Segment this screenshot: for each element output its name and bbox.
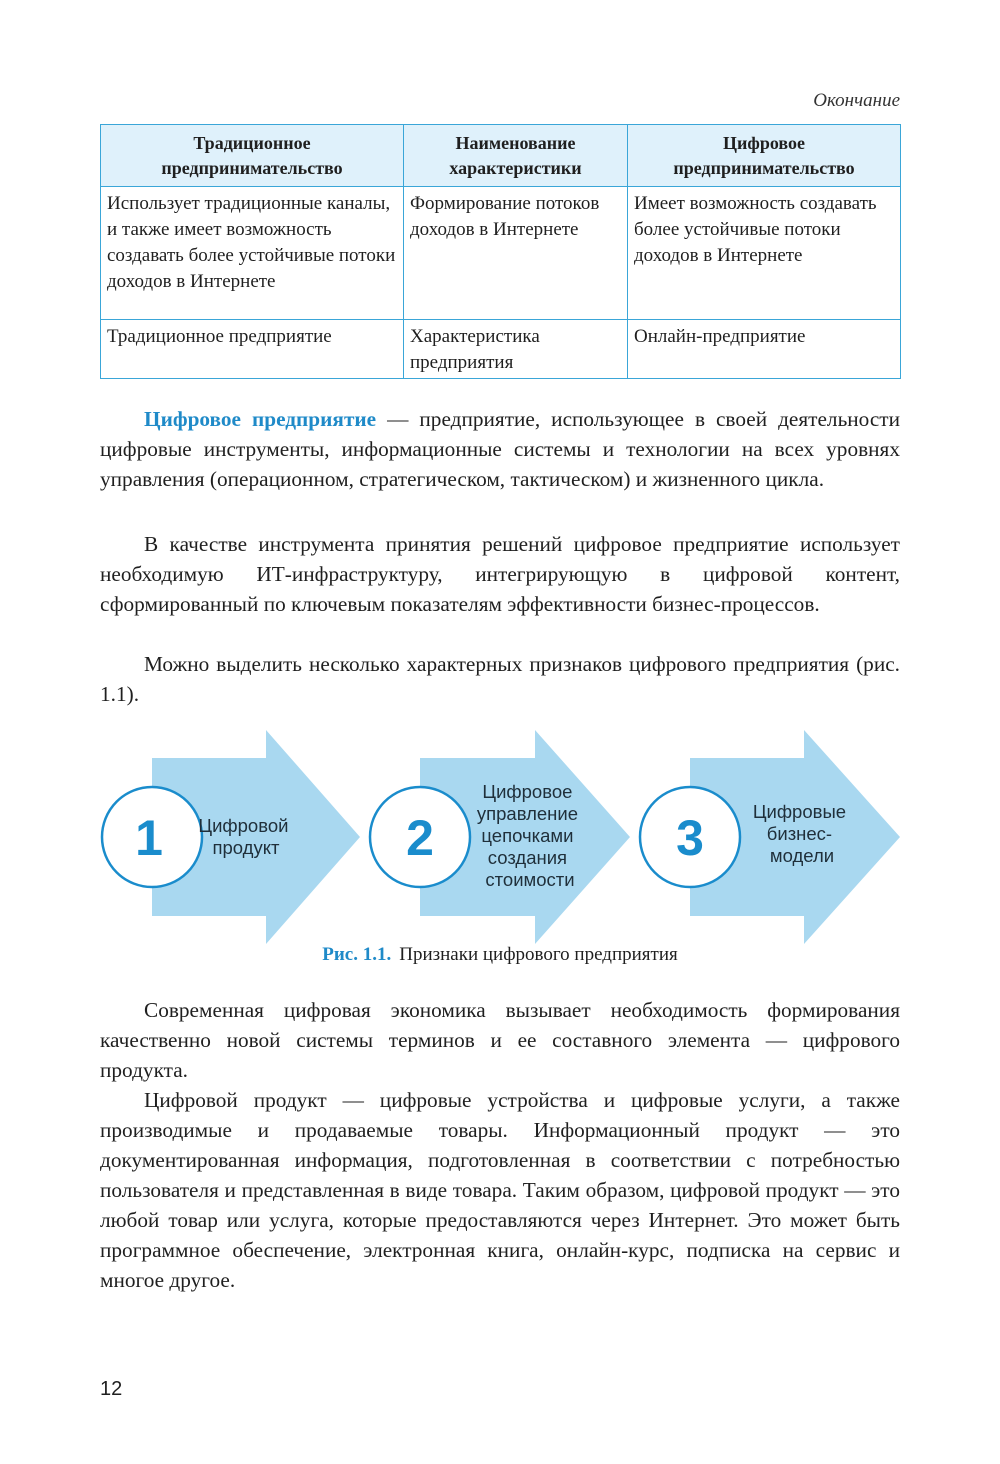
table-cell: Формирование потоков доходов в Интернете — [404, 187, 628, 320]
step-number: 1 — [135, 810, 163, 866]
step-number: 3 — [676, 810, 704, 866]
step-number: 2 — [406, 810, 434, 866]
paragraph-digital-economy: Современная цифровая экономика вызывает необходимость формирования качественно новой системы терминов и ее составного элемента — цифрового продукта. — [100, 998, 900, 1082]
step-label: Цифровое управление цепочками создания стоимости — [476, 781, 579, 890]
figure-step-1 — [102, 730, 360, 944]
table-header-row — [101, 125, 901, 187]
table-cell: Использует традиционные каналы, и также имеет возможность создавать более устойчивые потоки доходов в Интернете — [101, 187, 404, 320]
comparison-table — [100, 124, 901, 379]
step-label: Цифровой продукт — [198, 815, 289, 858]
figure-digital-enterprise-features — [90, 722, 910, 952]
table-cell: Характеристика предприятия — [404, 320, 628, 379]
figure-step-2 — [370, 730, 630, 944]
paragraph-digital-enterprise — [100, 404, 900, 494]
paragraph-features-intro: Можно выделить несколько характерных признаков цифрового предприятия (рис. 1.1). — [100, 652, 900, 706]
step-label: Цифровые бизнес- модели — [752, 801, 847, 866]
figure-caption-label: Рис. 1.1. — [322, 944, 392, 965]
continued-label: Окончание — [813, 90, 900, 111]
paragraph-it-infrastructure: В качестве инструмента принятия решений цифровое предприятие использует необходимую ИТ-инфраструктуру, интегрирующую в цифровой контент, сформированный по ключевым показателям эффективности бизнес-процессов. — [100, 532, 900, 616]
figure-caption — [0, 944, 1000, 966]
term-digital-enterprise: Цифровое предприятие — [144, 407, 377, 431]
table-cell: Традиционное предприятие — [101, 320, 404, 379]
header-characteristic: Наименование характеристики — [404, 125, 628, 187]
table-row — [101, 187, 901, 320]
paragraph-digital-product: Цифровой продукт — цифровые устройства и цифровые услуги, а также производимые и продаваемые товары. Информационный продукт — это документированная информация, подготовленная в соответствии с потребностью пользователя и представленная в виде товара. Таким образом, цифровой продукт — это любой товар или услуга, которые предоставляются через Интернет. Это может быть программное обеспечение, электронная книга, онлайн-курс, подписка на сервис и многое другое. — [100, 1088, 900, 1292]
header-digital: Цифровое предпринимательство — [628, 125, 901, 187]
header-traditional: Традиционное предпринимательство — [101, 125, 404, 187]
figure-caption-text: Признаки цифрового предприятия — [399, 944, 678, 965]
figure-step-3 — [640, 730, 900, 944]
paragraph-text: — предприятие, использующее в своей деятельности цифровые инструменты, информационные системы и технологии на всех уровнях управления (операционном, стратегическом, тактическом) и жизненного цикла. — [100, 407, 901, 491]
table-cell: Онлайн-предприятие — [628, 320, 901, 379]
table-cell: Имеет возможность создавать более устойчивые потоки доходов в Интернете — [628, 187, 901, 320]
table-row — [101, 320, 901, 379]
page-number: 12 — [100, 1378, 123, 1400]
